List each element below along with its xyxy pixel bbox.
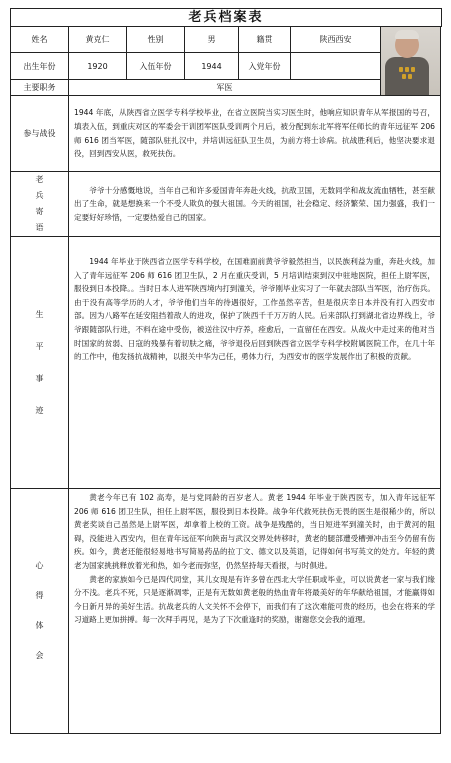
enlist-year-value: 1944 xyxy=(185,53,239,80)
message-label-char: 寄 xyxy=(35,207,44,216)
reflection-label-char: 体 xyxy=(35,621,44,630)
message-label-char: 老 xyxy=(35,175,44,184)
birth-year-label: 出生年份 xyxy=(11,53,69,80)
table-row xyxy=(11,80,441,96)
life-label-char: 迹 xyxy=(35,405,44,415)
table-row xyxy=(11,27,441,53)
reflection-paragraph: 黄老今年已有 102 高寿，是与党同龄的百岁老人。黄老 1944 年毕业于陕西医专，加入青年远征军 206 师 616 团卫生队，担任上尉军医，服役到日本投降。战争年代救死扶伤无畏的医生是很稀少的，所以黄老奖谈自己虽然是上尉军医，却拿着上校的工资。战争是残酷的，当日短进军到潼关时，由于黄河的阻碍，没能进入西安内，但在青年远征军向陕南与武汉交界处转移时，黄老的腿部遭受槽弹冲击至今仍留有伤疾。如今，黄老还能很轻易地书写简易药品的拉丁文、德文以及英语，记得如何书写英文的处方。年轻的黄老为国家挑挑释放着光和热，如今老而弥坚，仍然坚持每天看报，与时俱进。 xyxy=(74,493,435,570)
life-label xyxy=(11,237,69,489)
message-text: 爷爷十分感慨地说，当年自己和许多爱国青年奔赴火线，抗敌卫国，无数同学和战友流血牺牲，甚至献出了生命，就是想换来一个不受人欺负的强大祖国。今天的祖国，社会稳定、经济繁荣、国力强盛，我们一定要好好珍惜，一定要热爱自己的国家。 xyxy=(74,185,435,222)
table-row xyxy=(11,53,441,80)
reflection-label xyxy=(11,489,69,734)
archive-table xyxy=(10,26,441,734)
battles-label: 参与战役 xyxy=(11,96,69,172)
gender-value: 男 xyxy=(185,27,239,53)
duty-value: 军医 xyxy=(69,80,381,96)
page-title: 老兵档案表 xyxy=(10,8,442,27)
gender-label: 性别 xyxy=(127,27,185,53)
table-row xyxy=(11,237,441,489)
duty-label: 主要职务 xyxy=(11,80,69,96)
table-row xyxy=(11,489,441,734)
portrait-photo xyxy=(381,27,441,96)
reflection-paragraph: 黄老的家族如今已是四代同堂，其儿女现是有许多曾在西北大学任职或毕业，可以说黄老一家与我们缘分不浅。老兵不死，只是逐渐凋零，正是有无数如黄老般的热血青年将最美好的年华献给祖国，才能赢得如今日新月异的美好生活。抗战老兵的人文关怀不会停下，而我们有了这次难能可贵的经历，也会在将来的学习道路上更加拼搏。每一次拜手再见，是为了下次重逢时的奖励，谢谢您交会我的道理。 xyxy=(74,574,435,625)
name-value: 黄克仁 xyxy=(69,27,127,53)
battles-text: 1944 年底，从陕西省立医学专科学校毕业，在省立医院当实习医生时，他响应知识青年从军报国的号召，填表入伍，到重庆对区的军委会干训团军医队受训两个月后，被分配到东北军将军任师长的青年远征军 206 师 616 团当军医，随部队驻扎汉中，并培训远征队卫生员，为前方将士诊病。抗战胜利后，他坚决要求退役，回到西安从医，救死扶伤。 xyxy=(74,108,435,159)
life-label-char: 生 xyxy=(35,309,44,319)
message-label xyxy=(11,172,69,237)
life-label-char: 事 xyxy=(35,373,44,383)
origin-value: 陕西西安 xyxy=(291,27,381,53)
origin-label: 籍贯 xyxy=(239,27,291,53)
birth-year-value: 1920 xyxy=(69,53,127,80)
message-label-char: 兵 xyxy=(35,191,44,200)
reflection-text xyxy=(69,489,440,631)
life-text: 1944 年毕业于陕西省立医学专科学校，在国难面前黄爷爷毅然担当，以民族利益为重，奔赴火线，加入了青年远征军 206 师 616 团卫生队，2 月在重庆受训，5 月培训结束到汉中驻地医院，担任上尉军医，服役到日本投降。。当时日本人进军陕西境内打到潼关，爷爷刚毕业实习了一年就去部队当军医，治疗伤兵。由于没有高等学历的人才，爷爷他们当年的待遇很好，工作虽然辛苦，但是很庆幸日本并没有打入西安市部。因为八路军在延安阻挡着敌人的进攻，保护了陕西千千万万的人民。后来部队打到湖北省边界线上，爷爷跟随部队行进，不料在途中受伤，被送往汉中疗养，痊愈后，一直留任在西安。从战火中走过来的他对当时国家的贫弱、日寇的残暴有着切肤之痛，爷爷退役后回到陕西省立医学专科学校附属医院工作，在几十年的工作中，他发扬抗战精神，以报关中华为己任，勇体力行，为西安市的医学发展作出了积极的贡献。 xyxy=(74,257,435,362)
table-row xyxy=(11,172,441,237)
table-row xyxy=(11,96,441,172)
name-label: 姓名 xyxy=(11,27,69,53)
message-label-char: 语 xyxy=(35,223,44,232)
party-year-label: 入党年份 xyxy=(239,53,291,80)
reflection-label-char: 得 xyxy=(35,591,44,600)
reflection-label-char: 会 xyxy=(35,651,44,660)
enlist-year-label: 入伍年份 xyxy=(127,53,185,80)
reflection-label-char: 心 xyxy=(35,561,44,570)
party-year-value xyxy=(291,53,381,80)
life-label-char: 平 xyxy=(35,341,44,351)
